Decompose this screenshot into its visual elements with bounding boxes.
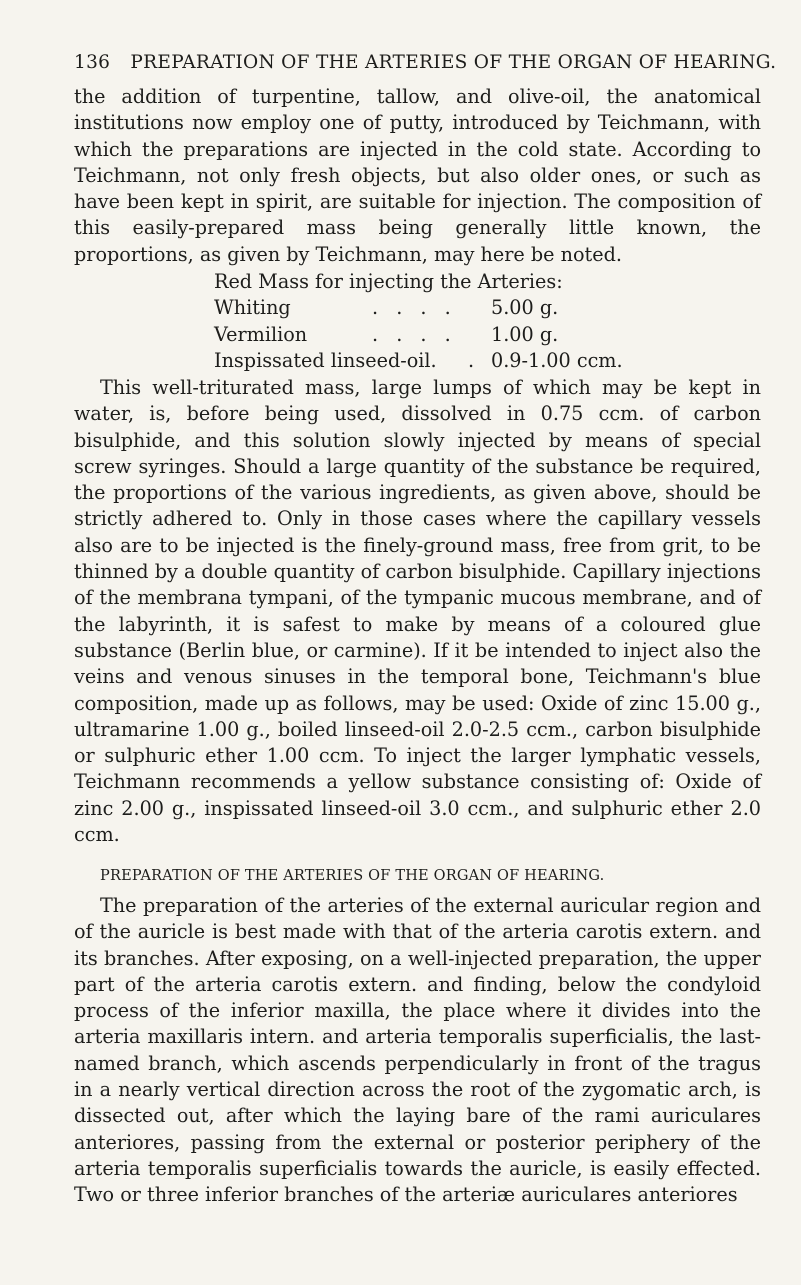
leader-dots: . . . . — [372, 323, 457, 346]
paragraph-auricular-arteries — [74, 893, 761, 1209]
leader-dots: . — [468, 349, 481, 372]
running-title: PREPARATION OF THE ARTERIES OF THE ORGAN OF HEARING. — [130, 52, 777, 73]
ingredient-amount: 0.9-1.00 ccm. — [491, 349, 623, 372]
paragraph-text: the addition of turpentine, tallow, and olive-oil, the anatomical institutions now employ one of putty, introduced by Teichmann, with which the preparations are injected in the cold state. According to Teichmann, not only fresh objects, but also older ones, or such as have been kept in spirit, are suitable for injection. The composition of this easily-prepared mass being generally little known, the proportions, as given by Teichmann, may here be noted. — [74, 85, 761, 266]
section-heading: PREPARATION OF THE ARTERIES OF THE ORGAN OF HEARING. — [100, 868, 605, 884]
ingredient-name: Whiting — [214, 296, 291, 319]
paragraph-putty-injection — [74, 84, 761, 268]
paragraph-text: This well-triturated mass, large lumps of which may be kept in water, is, before being used, dissolved in 0.75 ccm. of carbon bisulphide, and this solution slowly injected by means of special screw syringes. Should a large quantity of the substance be required, the proportions of the various ingredients, as given above, should be strictly adhered to. Only in those cases where the capillary vessels also are to be injected is the finely-ground mass, free from grit, to be thinned by a double quantity of carbon bisulphide. Capillary injections of the membrana tympani, of the tympanic mucous membrane, and of the labyrinth, it is safest to make by means of a coloured glue substance (Berlin blue, or carmine). If it be intended to inject also the veins and venous sinuses in the temporal bone, Teichmann's blue composition, made up as follows, may be used: Oxide of zinc 15.00 g., ultramarine 1.00 g., boiled linseed-oil 2.0-2.5 ccm., carbon bisulphide or sulphuric ether 1.00 ccm. To inject the larger lymphatic vessels, Teichmann recommends a yellow substance consisting of: Oxide of zinc 2.00 g., inspissated linseed-oil 3.0 ccm., and sulphuric ether 2.0 ccm. — [74, 376, 761, 847]
recipe-title: Red Mass for injecting the Arteries: — [214, 270, 563, 293]
ingredient-name: Vermilion — [214, 323, 308, 346]
paragraph-text: The preparation of the arteries of the external auricular region and of the auricle is best made with that of the arteria carotis extern. and its branches. After exposing, on a well-injected preparation, the upper part of the arteria carotis extern. and finding, below the condyloid process of the inferior maxilla, the place where it divides into the arteria maxillaris intern. and arteria temporalis superficialis, the last-named branch, which ascends perpendicularly in front of the tragus in a nearly vertical direction across the root of the zygomatic arch, is dissected out, after which the laying bare of the rami auriculares anteriores, passing from the external or posterior periphery of the arteria temporalis superficialis towards the auricle, is easily effected. Two or three inferior branches of the arteriæ auriculares anteriores — [74, 894, 761, 1207]
ingredient-amount: 5.00 g. — [491, 296, 559, 319]
ingredient-amount: 1.00 g. — [491, 323, 559, 346]
ingredient-name: Inspissated linseed-oil. — [214, 349, 437, 372]
leader-dots: . . . . — [372, 296, 457, 319]
paragraph-trituration — [74, 375, 761, 848]
page-number: 136 — [74, 52, 111, 73]
running-header — [74, 52, 776, 73]
